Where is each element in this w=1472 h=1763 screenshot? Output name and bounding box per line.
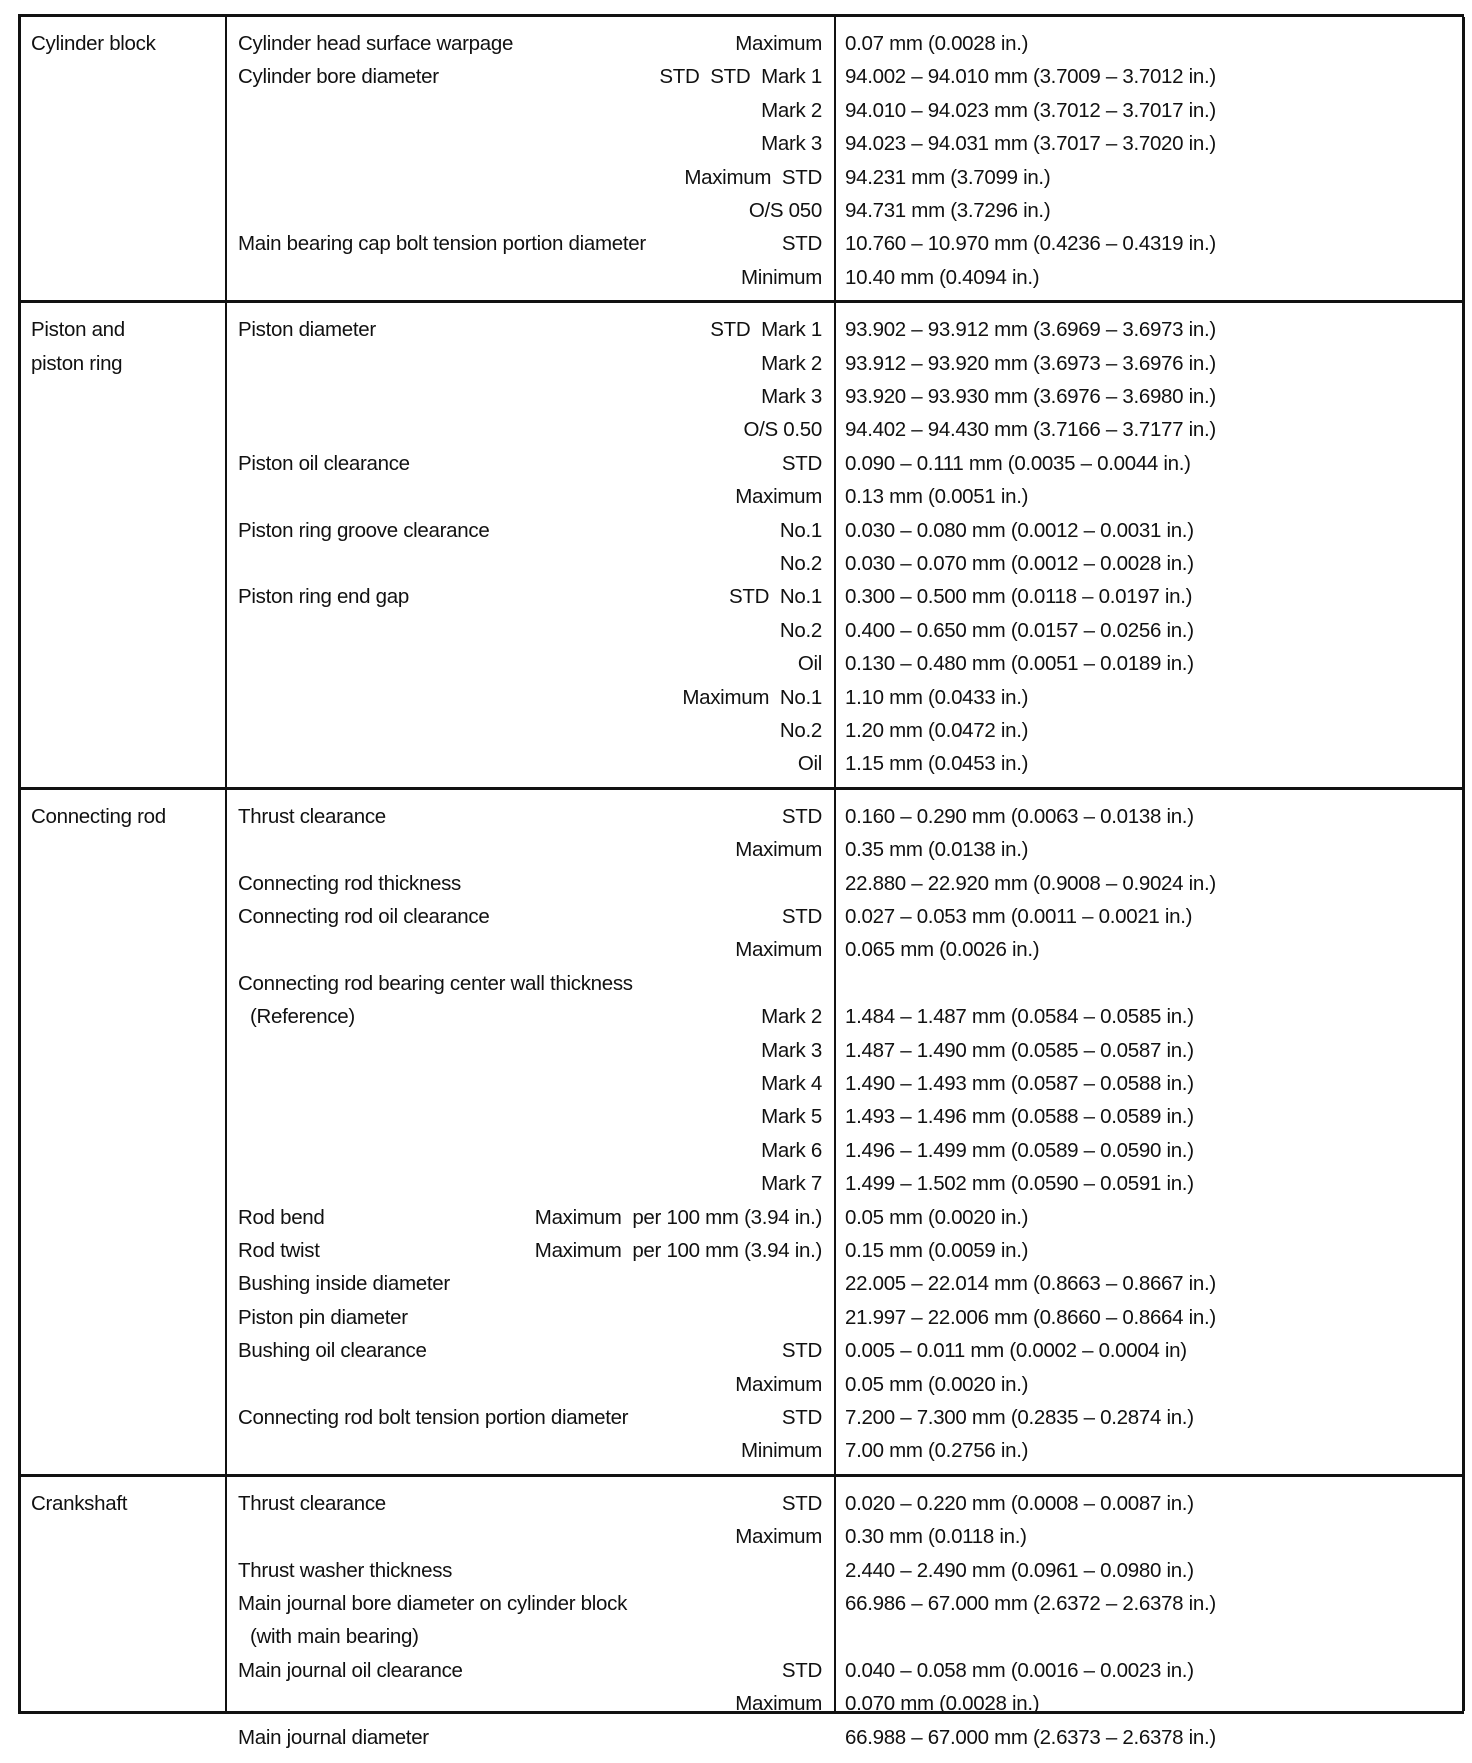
spec-condition: Maximum	[735, 1692, 822, 1716]
spec-value: 0.130 – 0.480 mm (0.0051 – 0.0189 in.)	[845, 652, 1194, 676]
section-label-line: Piston and	[31, 318, 125, 342]
spec-item-name: Connecting rod bearing center wall thickness	[238, 971, 633, 995]
spec-item-name: Piston ring end gap	[238, 585, 409, 609]
spec-condition: Oil	[797, 752, 822, 776]
spec-condition: No.2	[779, 618, 822, 642]
spec-value: 7.200 – 7.300 mm (0.2835 – 0.2874 in.)	[845, 1405, 1194, 1429]
section-label-line: piston ring	[31, 351, 123, 375]
spec-value: 93.920 – 93.930 mm (3.6976 – 3.6980 in.)	[845, 384, 1216, 408]
spec-item-name: (with main bearing)	[250, 1625, 419, 1649]
spec-item-name: Connecting rod oil clearance	[238, 904, 490, 928]
spec-condition: Mark 2	[761, 1005, 822, 1029]
spec-value: 0.35 mm (0.0138 in.)	[845, 838, 1029, 862]
section-label	[31, 27, 211, 60]
spec-value: 10.760 – 10.970 mm (0.4236 – 0.4319 in.)	[845, 232, 1216, 256]
spec-value: 2.440 – 2.490 mm (0.0961 – 0.0980 in.)	[845, 1558, 1194, 1582]
spec-value: 94.731 mm (3.7296 in.)	[845, 199, 1051, 222]
spec-item-name: Thrust clearance	[238, 804, 386, 828]
spec-condition: Maximum No.1	[682, 685, 822, 709]
spec-condition: Oil	[797, 652, 822, 676]
section-label	[31, 800, 211, 833]
spec-condition: STD	[781, 1405, 822, 1429]
spec-value: 0.040 – 0.058 mm (0.0016 – 0.0023 in.)	[845, 1658, 1194, 1682]
spec-value: 0.005 – 0.011 mm (0.0002 – 0.0004 in)	[845, 1339, 1187, 1363]
spec-condition: O/S 050	[748, 199, 822, 222]
spec-value: 0.160 – 0.290 mm (0.0063 – 0.0138 in.)	[845, 804, 1194, 828]
spec-condition: Mark 4	[761, 1071, 822, 1095]
spec-value: 0.070 mm (0.0028 in.)	[845, 1692, 1040, 1716]
spec-condition: Maximum	[735, 32, 822, 55]
section-label	[31, 1487, 211, 1520]
spec-value: 1.10 mm (0.0433 in.)	[845, 685, 1029, 709]
spec-value: 0.065 mm (0.0026 in.)	[845, 938, 1040, 962]
spec-item-name: Main bearing cap bolt tension portion diameter	[238, 232, 646, 256]
spec-value: 0.090 – 0.111 mm (0.0035 – 0.0044 in.)	[845, 451, 1191, 475]
section-block	[21, 790, 1464, 1477]
spec-value: 22.005 – 22.014 mm (0.8663 – 0.8667 in.)	[845, 1272, 1216, 1296]
spec-value: 93.912 – 93.920 mm (3.6973 – 3.6976 in.)	[845, 351, 1216, 375]
spec-condition: Maximum	[735, 485, 822, 509]
spec-value: 0.15 mm (0.0059 in.)	[845, 1238, 1029, 1262]
spec-condition: Mark 7	[761, 1172, 822, 1196]
spec-item-name: Bushing oil clearance	[238, 1339, 427, 1363]
spec-value: 66.986 – 67.000 mm (2.6372 – 2.6378 in.)	[845, 1591, 1216, 1615]
spec-value: 0.07 mm (0.0028 in.)	[845, 32, 1029, 55]
spec-item-name: Cylinder bore diameter	[238, 65, 439, 89]
spec-value: 0.030 – 0.070 mm (0.0012 – 0.0028 in.)	[845, 551, 1194, 575]
section-label-line: Cylinder block	[31, 32, 156, 55]
spec-condition: Maximum	[735, 1525, 822, 1549]
section-label	[31, 313, 211, 380]
spec-value: 1.490 – 1.493 mm (0.0587 – 0.0588 in.)	[845, 1071, 1194, 1095]
spec-condition: STD	[781, 1339, 822, 1363]
spec-value: 22.880 – 22.920 mm (0.9008 – 0.9024 in.)	[845, 871, 1216, 895]
spec-condition: Maximum	[735, 938, 822, 962]
spec-value: 94.010 – 94.023 mm (3.7012 – 3.7017 in.)	[845, 98, 1216, 122]
spec-condition: Minimum	[740, 265, 822, 289]
spec-item-name: Connecting rod thickness	[238, 871, 461, 895]
spec-condition: Mark 3	[761, 384, 822, 408]
spec-value: 10.40 mm (0.4094 in.)	[845, 265, 1040, 289]
spec-condition: Mark 6	[761, 1138, 822, 1162]
spec-condition: STD	[781, 1491, 822, 1515]
spec-item-name: Bushing inside diameter	[238, 1272, 450, 1296]
spec-value: 0.300 – 0.500 mm (0.0118 – 0.0197 in.)	[845, 585, 1193, 609]
spec-value: 1.499 – 1.502 mm (0.0590 – 0.0591 in.)	[845, 1172, 1194, 1196]
spec-value: 0.020 – 0.220 mm (0.0008 – 0.0087 in.)	[845, 1491, 1194, 1515]
spec-condition: STD STD Mark 1	[659, 65, 822, 89]
spec-condition: STD	[781, 1658, 822, 1682]
spec-condition: STD	[781, 804, 822, 828]
spec-value: 0.05 mm (0.0020 in.)	[845, 1372, 1029, 1396]
spec-value: 0.027 – 0.053 mm (0.0011 – 0.0021 in.)	[845, 904, 1193, 928]
spec-value: 1.487 – 1.490 mm (0.0585 – 0.0587 in.)	[845, 1038, 1194, 1062]
spec-condition: STD	[781, 451, 822, 475]
spec-value: 1.493 – 1.496 mm (0.0588 – 0.0589 in.)	[845, 1105, 1194, 1129]
spec-item-name: Main journal bore diameter on cylinder block	[238, 1591, 628, 1615]
spec-item-name: Piston diameter	[238, 318, 376, 342]
spec-item-name: Main journal oil clearance	[238, 1658, 463, 1682]
section-block	[21, 1477, 1464, 1763]
spec-value: 1.15 mm (0.0453 in.)	[845, 752, 1029, 776]
spec-value: 94.402 – 94.430 mm (3.7166 – 3.7177 in.)	[845, 418, 1216, 442]
spec-value: 94.002 – 94.010 mm (3.7009 – 3.7012 in.)	[845, 65, 1216, 89]
spec-item-name: Piston ring groove clearance	[238, 518, 490, 542]
spec-condition: Mark 3	[761, 132, 822, 156]
spec-condition: Maximum	[735, 838, 822, 862]
spec-value: 7.00 mm (0.2756 in.)	[845, 1439, 1029, 1463]
spec-value: 0.13 mm (0.0051 in.)	[845, 485, 1029, 509]
spec-condition: Maximum per 100 mm (3.94 in.)	[534, 1238, 822, 1262]
spec-value: 1.496 – 1.499 mm (0.0589 – 0.0590 in.)	[845, 1138, 1194, 1162]
spec-item-name: Piston oil clearance	[238, 451, 410, 475]
spec-condition: Maximum per 100 mm (3.94 in.)	[534, 1205, 822, 1229]
section-block	[21, 303, 1464, 790]
spec-value: 21.997 – 22.006 mm (0.8660 – 0.8664 in.)	[845, 1305, 1216, 1329]
spec-condition: STD	[781, 904, 822, 928]
spec-condition: Mark 3	[761, 1038, 822, 1062]
spec-value: 0.30 mm (0.0118 in.)	[845, 1525, 1027, 1549]
spec-condition: STD Mark 1	[710, 318, 822, 342]
spec-condition: No.2	[779, 551, 822, 575]
spec-condition: No.2	[779, 718, 822, 742]
spec-item-name: (Reference)	[250, 1005, 355, 1029]
section-label-line: Crankshaft	[31, 1491, 128, 1515]
spec-value: 94.231 mm (3.7099 in.)	[845, 165, 1051, 189]
spec-condition: STD	[781, 232, 822, 256]
spec-value: 93.902 – 93.912 mm (3.6969 – 3.6973 in.)	[845, 318, 1216, 342]
spec-condition: Mark 2	[761, 351, 822, 375]
spec-value: 66.988 – 67.000 mm (2.6373 – 2.6378 in.)	[845, 1725, 1216, 1749]
spec-value: 94.023 – 94.031 mm (3.7017 – 3.7020 in.)	[845, 132, 1216, 156]
spec-value: 0.05 mm (0.0020 in.)	[845, 1205, 1029, 1229]
spec-item-name: Piston pin diameter	[238, 1305, 408, 1329]
spec-condition: Maximum STD	[684, 165, 822, 189]
spec-condition: O/S 0.50	[743, 418, 822, 442]
spec-item-name: Rod twist	[238, 1238, 320, 1262]
spec-value: 0.030 – 0.080 mm (0.0012 – 0.0031 in.)	[845, 518, 1194, 542]
spec-item-name: Rod bend	[238, 1205, 325, 1229]
spec-item-name: Thrust washer thickness	[238, 1558, 453, 1582]
section-block	[21, 17, 1464, 303]
spec-condition: STD No.1	[729, 585, 822, 609]
spec-condition: Maximum	[735, 1372, 822, 1396]
spec-item-name: Main journal diameter	[238, 1725, 429, 1749]
spec-condition: Minimum	[740, 1439, 822, 1463]
spec-item-name: Cylinder head surface warpage	[238, 32, 514, 55]
specification-table	[18, 14, 1464, 1749]
spec-value: 1.20 mm (0.0472 in.)	[845, 718, 1029, 742]
spec-item-name: Connecting rod bolt tension portion diameter	[238, 1405, 629, 1429]
spec-item-name: Thrust clearance	[238, 1491, 386, 1515]
spec-condition: Mark 5	[761, 1105, 822, 1129]
spec-value: 0.400 – 0.650 mm (0.0157 – 0.0256 in.)	[845, 618, 1194, 642]
spec-value: 1.484 – 1.487 mm (0.0584 – 0.0585 in.)	[845, 1005, 1194, 1029]
section-label-line: Connecting rod	[31, 804, 166, 828]
spec-condition: No.1	[779, 518, 822, 542]
spec-condition: Mark 2	[761, 98, 822, 122]
